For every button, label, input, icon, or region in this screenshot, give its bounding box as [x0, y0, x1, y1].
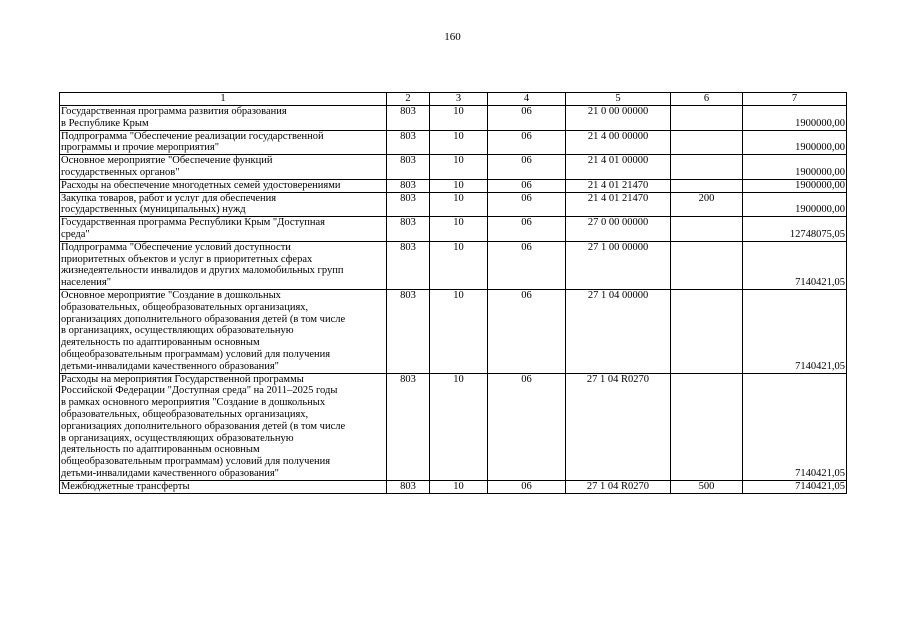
- row-name-cell: [60, 289, 387, 373]
- row-subsection-code-cell: [488, 241, 566, 289]
- row-name-cell-text: Расходы на мероприятия Государственной программы Российской Федерации "Доступная среда" на 2011–2025 годы в рамках основного мероприятия "Создание в дошкольных образовательных, общеобразовательных организациях, организациях дополнительного образования детей (в том числе в организациях, осуществляющих образовательную деятельность по адаптированным основным общеобразовательным программам) условий для получения детьми-инвалидами качественного образования": [61, 373, 346, 479]
- row-amount-cell: [743, 480, 847, 493]
- row-name-cell-text: Подпрограмма "Обеспечение условий доступности приоритетных объектов и услуг в приоритетных сферах жизнедеятельности инвалидов и других маломобильных групп населения": [61, 241, 344, 289]
- row-amount-cell-text: 1900000,00: [795, 179, 845, 191]
- row-amount-cell-text: 1900000,00: [795, 204, 845, 216]
- row-amount-cell-text: 1900000,00: [795, 117, 845, 129]
- table-row: [60, 179, 847, 192]
- header-cell-5: 5: [566, 93, 671, 106]
- header-cell-1: 1: [60, 93, 387, 106]
- row-amount-cell-text: 7140421,05: [795, 467, 845, 479]
- row-ministry-code-cell-text: 803: [400, 155, 416, 167]
- row-ministry-code-cell: [387, 130, 430, 155]
- row-subsection-code-cell: [488, 480, 566, 493]
- row-section-code-cell: [430, 106, 488, 131]
- row-subsection-code-cell-text: 06: [521, 155, 532, 167]
- row-section-code-cell-text: 10: [453, 130, 464, 142]
- row-section-code-cell: [430, 179, 488, 192]
- page-number: 160: [444, 31, 461, 43]
- budget-table: [59, 92, 847, 494]
- row-name-cell-text: Основное мероприятие "Создание в дошкольных образовательных, общеобразовательных организациях, организациях дополнительного образования детей (в том числе в организациях, осуществляющих образовательную деятельность по адаптированным основным общеобразовательным программам) условий для получения детьми-инвалидами качественного образования": [61, 289, 346, 372]
- row-section-code-cell-text: 10: [453, 106, 464, 117]
- row-ministry-code-cell-text: 803: [400, 106, 416, 117]
- row-expense-type-cell: [671, 480, 743, 493]
- row-target-article-cell-text: 21 4 01 21470: [587, 192, 649, 204]
- row-section-code-cell: [430, 241, 488, 289]
- row-target-article-cell: [566, 130, 671, 155]
- row-amount-cell: [743, 155, 847, 180]
- row-target-article-cell: [566, 192, 671, 217]
- row-target-article-cell-text: 27 1 04 00000: [587, 289, 649, 301]
- row-target-article-cell: [566, 241, 671, 289]
- row-name-cell: [60, 192, 387, 217]
- row-ministry-code-cell-text: 803: [400, 480, 416, 492]
- row-expense-type-cell: [671, 106, 743, 131]
- row-amount-cell: [743, 106, 847, 131]
- row-amount-cell-text: 7140421,05: [795, 277, 845, 289]
- row-subsection-code-cell: [488, 155, 566, 180]
- row-expense-type-cell-text: 500: [698, 480, 715, 492]
- row-expense-type-cell-text: 200: [698, 192, 715, 204]
- row-target-article-cell: [566, 155, 671, 180]
- row-section-code-cell-text: 10: [453, 480, 464, 492]
- row-name-cell: [60, 241, 387, 289]
- row-subsection-code-cell-text: 06: [521, 480, 532, 492]
- row-section-code-cell-text: 10: [453, 241, 464, 253]
- table-row: [60, 289, 847, 373]
- row-target-article-cell-text: 21 0 00 00000: [587, 106, 649, 117]
- row-subsection-code-cell: [488, 373, 566, 480]
- row-name-cell: [60, 480, 387, 493]
- row-target-article-cell-text: 21 4 01 00000: [587, 155, 649, 167]
- row-target-article-cell: [566, 179, 671, 192]
- row-expense-type-cell: [671, 241, 743, 289]
- row-amount-cell: [743, 192, 847, 217]
- row-name-cell: [60, 179, 387, 192]
- row-section-code-cell-text: 10: [453, 373, 464, 385]
- row-subsection-code-cell: [488, 179, 566, 192]
- row-name-cell-text: Подпрограмма "Обеспечение реализации государственной программы и прочие мероприятия": [61, 130, 324, 154]
- row-name-cell-text: Межбюджетные трансферты: [61, 480, 190, 492]
- row-section-code-cell: [430, 192, 488, 217]
- row-name-cell-text: Основное мероприятие "Обеспечение функций государственных органов": [61, 155, 273, 178]
- row-target-article-cell-text: 27 1 00 00000: [587, 241, 649, 253]
- row-name-cell: [60, 217, 387, 242]
- row-expense-type-cell: [671, 217, 743, 242]
- row-target-article-cell-text: 27 1 04 R0270: [586, 480, 650, 492]
- row-expense-type-cell: [671, 155, 743, 180]
- row-expense-type-cell: [671, 289, 743, 373]
- row-section-code-cell-text: 10: [453, 217, 464, 229]
- row-name-cell-text: Государственная программа Республики Крым "Доступная среда": [61, 217, 325, 240]
- row-section-code-cell: [430, 217, 488, 242]
- table-row: [60, 130, 847, 155]
- row-ministry-code-cell-text: 803: [400, 192, 416, 204]
- row-ministry-code-cell: [387, 106, 430, 131]
- table-header-row: [60, 93, 847, 106]
- row-name-cell: [60, 155, 387, 180]
- row-subsection-code-cell: [488, 217, 566, 242]
- row-target-article-cell: [566, 480, 671, 493]
- row-target-article-cell: [566, 289, 671, 373]
- row-ministry-code-cell: [387, 179, 430, 192]
- row-amount-cell-text: 7140421,05: [795, 360, 845, 372]
- row-section-code-cell-text: 10: [453, 192, 464, 204]
- row-ministry-code-cell: [387, 241, 430, 289]
- row-subsection-code-cell: [488, 289, 566, 373]
- row-section-code-cell: [430, 130, 488, 155]
- table-row: [60, 480, 847, 493]
- row-target-article-cell: [566, 373, 671, 480]
- row-target-article-cell: [566, 217, 671, 242]
- row-ministry-code-cell-text: 803: [400, 289, 416, 301]
- row-ministry-code-cell: [387, 217, 430, 242]
- row-amount-cell: [743, 130, 847, 155]
- table-row: [60, 217, 847, 242]
- row-subsection-code-cell-text: 06: [521, 241, 532, 253]
- row-ministry-code-cell-text: 803: [400, 241, 416, 253]
- row-subsection-code-cell-text: 06: [521, 289, 532, 301]
- row-amount-cell: [743, 289, 847, 373]
- row-name-cell: [60, 373, 387, 480]
- row-amount-cell-text: 7140421,05: [795, 480, 845, 492]
- row-name-cell: [60, 106, 387, 131]
- row-target-article-cell-text: 21 4 00 00000: [587, 130, 649, 142]
- row-expense-type-cell: [671, 179, 743, 192]
- row-subsection-code-cell-text: 06: [521, 130, 532, 142]
- header-cell-7: 7: [743, 93, 847, 106]
- row-ministry-code-cell-text: 803: [400, 373, 416, 385]
- header-cell-3: 3: [430, 93, 488, 106]
- row-name-cell-text: Расходы на обеспечение многодетных семей удостоверениями: [61, 179, 341, 191]
- row-ministry-code-cell: [387, 155, 430, 180]
- row-subsection-code-cell: [488, 130, 566, 155]
- row-section-code-cell: [430, 155, 488, 180]
- row-subsection-code-cell-text: 06: [521, 192, 532, 204]
- table-row: [60, 192, 847, 217]
- row-name-cell: [60, 130, 387, 155]
- row-target-article-cell: [566, 106, 671, 131]
- row-section-code-cell: [430, 480, 488, 493]
- row-ministry-code-cell-text: 803: [400, 217, 416, 229]
- table-row: [60, 106, 847, 131]
- row-expense-type-cell: [671, 192, 743, 217]
- table-row: [60, 241, 847, 289]
- row-amount-cell: [743, 217, 847, 242]
- row-ministry-code-cell: [387, 373, 430, 480]
- row-expense-type-cell: [671, 373, 743, 480]
- row-amount-cell-text: 1900000,00: [795, 142, 845, 154]
- row-name-cell-text: Закупка товаров, работ и услуг для обеспечения государственных (муниципальных) нужд: [61, 192, 277, 216]
- table-row: [60, 155, 847, 180]
- row-amount-cell: [743, 241, 847, 289]
- header-cell-4: 4: [488, 93, 566, 106]
- row-section-code-cell: [430, 373, 488, 480]
- row-subsection-code-cell-text: 06: [521, 217, 532, 229]
- header-cell-2: 2: [387, 93, 430, 106]
- row-amount-cell-text: 12748075,05: [789, 228, 845, 240]
- row-section-code-cell-text: 10: [453, 155, 464, 167]
- row-ministry-code-cell: [387, 289, 430, 373]
- row-subsection-code-cell-text: 06: [521, 179, 532, 191]
- header-cell-6: 6: [671, 93, 743, 106]
- row-subsection-code-cell: [488, 192, 566, 217]
- row-amount-cell: [743, 179, 847, 192]
- row-section-code-cell: [430, 289, 488, 373]
- row-target-article-cell-text: 27 1 04 R0270: [586, 373, 650, 385]
- row-amount-cell-text: 1900000,00: [795, 166, 845, 178]
- row-ministry-code-cell: [387, 192, 430, 217]
- row-section-code-cell-text: 10: [453, 179, 464, 191]
- row-amount-cell: [743, 373, 847, 480]
- table-row: [60, 373, 847, 480]
- row-subsection-code-cell: [488, 106, 566, 131]
- row-section-code-cell-text: 10: [453, 289, 464, 301]
- row-ministry-code-cell-text: 803: [400, 130, 416, 142]
- row-expense-type-cell: [671, 130, 743, 155]
- row-ministry-code-cell: [387, 480, 430, 493]
- row-subsection-code-cell-text: 06: [521, 106, 532, 117]
- row-target-article-cell-text: 21 4 01 21470: [587, 179, 649, 191]
- row-target-article-cell-text: 27 0 00 00000: [587, 217, 649, 229]
- row-name-cell-text: Государственная программа развития образования в Республике Крым: [61, 106, 287, 129]
- row-ministry-code-cell-text: 803: [400, 179, 416, 191]
- row-subsection-code-cell-text: 06: [521, 373, 532, 385]
